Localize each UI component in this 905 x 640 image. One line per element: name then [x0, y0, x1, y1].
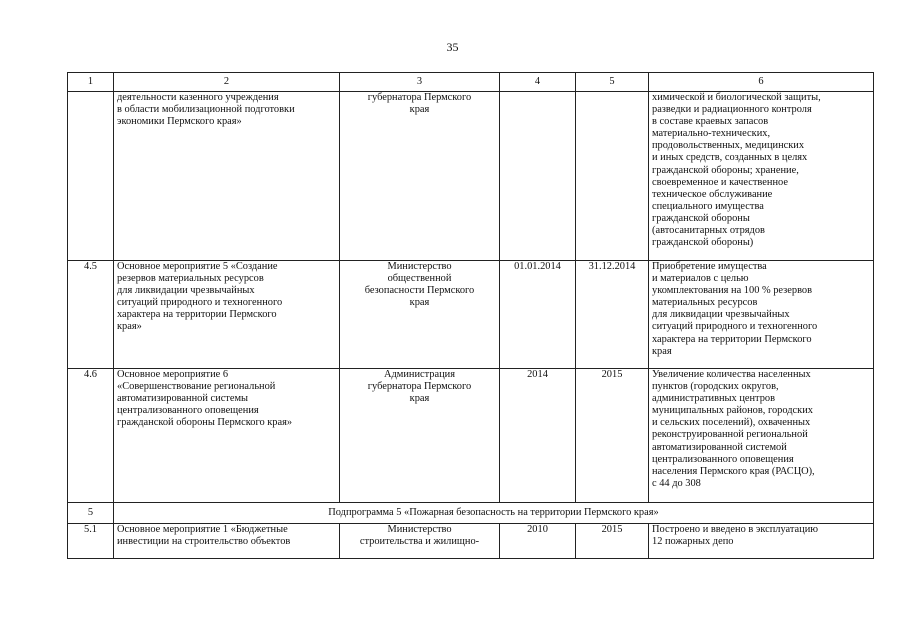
result-cell: Приобретение имущества и материалов с целью укомплектования на 100 % резервов материальных ресурсов для ликвидации чрезвычайных ситуаций природного и техногенного характера на территории Пермского края [649, 261, 874, 369]
activity-cell: Основное мероприятие 1 «Бюджетные инвестиции на строительство объектов [114, 524, 340, 559]
header-row [68, 73, 874, 92]
header-col-6: 6 [649, 73, 874, 92]
row-number: 5.1 [68, 524, 114, 559]
activity-cell: Основное мероприятие 6 «Совершенствование региональной автоматизированной системы централизованного оповещения гражданской обороны Пермского края» [114, 369, 340, 503]
start-date-cell: 2010 [500, 524, 576, 559]
executor-cell: Министерство строительства и жилищно- [340, 524, 500, 559]
executor-cell: губернатора Пермского края [340, 92, 500, 261]
end-date-cell [576, 92, 649, 261]
start-date-cell: 01.01.2014 [500, 261, 576, 369]
table-header [68, 73, 874, 92]
result-cell: Построено и введено в эксплуатацию 12 пожарных депо [649, 524, 874, 559]
header-col-2: 2 [114, 73, 340, 92]
end-date-cell: 2015 [576, 369, 649, 503]
end-date-cell: 31.12.2014 [576, 261, 649, 369]
row-number: 4.6 [68, 369, 114, 503]
executor-cell: Администрация губернатора Пермского края [340, 369, 500, 503]
header-col-3: 3 [340, 73, 500, 92]
header-col-1: 1 [68, 73, 114, 92]
start-date-cell [500, 92, 576, 261]
subprogram-number: 5 [68, 503, 114, 524]
table-row [68, 261, 874, 369]
header-col-5: 5 [576, 73, 649, 92]
page-number: 35 [446, 40, 459, 54]
row-number [68, 92, 114, 261]
result-cell: химической и биологической защиты, разведки и радиационного контроля в составе краевых запасов материально-технических, продовольственных, медицинских и иных средств, созданных в целях гражданской обороны; хранение, своевременное и качественное техническое обслуживание специального имущества гражданской обороны (автосанитарных отрядов гражданской обороны) [649, 92, 874, 261]
activity-cell: деятельности казенного учреждения в области мобилизационной подготовки экономики Пермского края» [114, 92, 340, 261]
program-table [67, 72, 874, 559]
end-date-cell: 2015 [576, 524, 649, 559]
result-cell: Увеличение количества населенных пунктов (городских округов, административных центров муниципальных районов, городских и сельских поселений), охваченных реконструированной региональной автоматизированной системой централизованного оповещения населения Пермского края (РАСЦО), с 44 до 308 [649, 369, 874, 503]
subprogram-row [68, 503, 874, 524]
table-row [68, 369, 874, 503]
start-date-cell: 2014 [500, 369, 576, 503]
table-row [68, 524, 874, 559]
activity-cell: Основное мероприятие 5 «Создание резервов материальных ресурсов для ликвидации чрезвычайных ситуаций природного и техногенного характера на территории Пермского края» [114, 261, 340, 369]
row-number: 4.5 [68, 261, 114, 369]
subprogram-title: Подпрограмма 5 «Пожарная безопасность на территории Пермского края» [114, 503, 874, 524]
executor-cell: Министерство общественной безопасности Пермского края [340, 261, 500, 369]
table-row [68, 92, 874, 261]
header-col-4: 4 [500, 73, 576, 92]
